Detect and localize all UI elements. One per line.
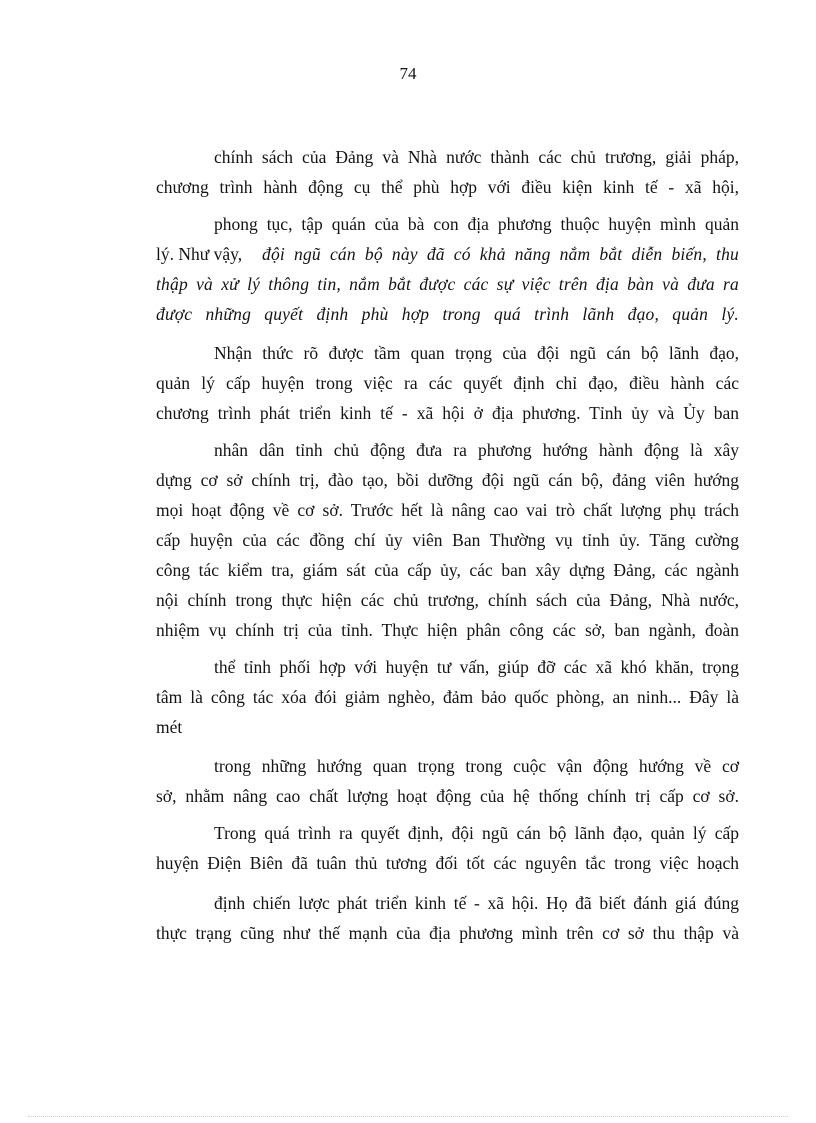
- italic-text-line: đội ngũ cán bộ này đã có khả năng nắm bắt diễn biến, thu: [262, 244, 739, 264]
- footer-divider: [28, 1116, 788, 1117]
- italic-text-line: được những quyết định phù hợp trong quá trình lãnh đạo, quản lý.: [156, 304, 739, 324]
- text-line: định chiến lược phát triển kinh tế - xã hội. Họ đã biết đánh giá đúng: [214, 893, 739, 913]
- text-line: tâm là công tác xóa đói giảm nghèo, đảm bảo quốc phòng, an ninh... Đây là: [156, 687, 739, 707]
- text-line: huyện Điện Biên đã tuân thủ tương đối tốt các nguyên tắc trong việc hoạch: [156, 853, 739, 873]
- text-line: dựng cơ sở chính trị, đào tạo, bồi dưỡng đội ngũ cán bộ, đảng viên hướng: [156, 470, 739, 490]
- text-line: thực trạng cũng như thế mạnh của địa phương mình trên cơ sở thu thập và: [156, 923, 739, 943]
- text-line: cấp huyện của các đồng chí ủy viên Ban Thường vụ tỉnh ủy. Tăng cường: [156, 530, 739, 550]
- italic-text-line: thập và xử lý thông tin, nắm bắt được các sự việc trên địa bàn và đưa ra: [156, 274, 739, 294]
- text-line: quản lý cấp huyện trong việc ra các quyết định chỉ đạo, điều hành các: [156, 373, 739, 393]
- text-line: trong những hướng quan trọng trong cuộc vận động hướng về cơ: [214, 756, 739, 776]
- text-line: nhân dân tỉnh chủ động đưa ra phương hướng hành động là xây: [214, 440, 739, 460]
- text-line: sở, nhằm nâng cao chất lượng hoạt động của hệ thống chính trị cấp cơ sở.: [156, 786, 739, 806]
- text-line: chương trình phát triển kinh tế - xã hội ở địa phương. Tỉnh ủy và Ủy ban: [156, 403, 739, 423]
- text-line: phong tục, tập quán của bà con địa phương thuộc huyện mình quản: [214, 214, 739, 234]
- text-line: chính sách của Đảng và Nhà nước thành các chủ trương, giải pháp,: [214, 147, 739, 167]
- text-line: chương trình hành động cụ thể phù hợp với điều kiện kinh tế - xã hội,: [156, 177, 739, 197]
- text-line: nhiệm vụ chính trị của tỉnh. Thực hiện phân công các sở, ban ngành, đoàn: [156, 620, 739, 640]
- text-line: thể tỉnh phối hợp với huyện tư vấn, giúp đỡ các xã khó khăn, trọng: [214, 657, 739, 677]
- text-line: Trong quá trình ra quyết định, đội ngũ cán bộ lãnh đạo, quản lý cấp: [214, 823, 739, 843]
- text-line: lý. Như vậy,: [156, 244, 243, 264]
- text-line: nội chính trong thực hiện các chủ trương, chính sách của Đảng, Nhà nước,: [156, 590, 739, 610]
- text-line: công tác kiểm tra, giám sát của cấp ủy, các ban xây dựng Đảng, các ngành: [156, 560, 739, 580]
- text-line: Nhận thức rõ được tầm quan trọng của đội ngũ cán bộ lãnh đạo,: [214, 343, 739, 363]
- text-line: mọi hoạt động về cơ sở. Trước hết là nâng cao vai trò chất lượng phụ trách: [156, 500, 739, 520]
- page-number: 74: [399, 64, 417, 83]
- text-line: mét: [156, 717, 183, 737]
